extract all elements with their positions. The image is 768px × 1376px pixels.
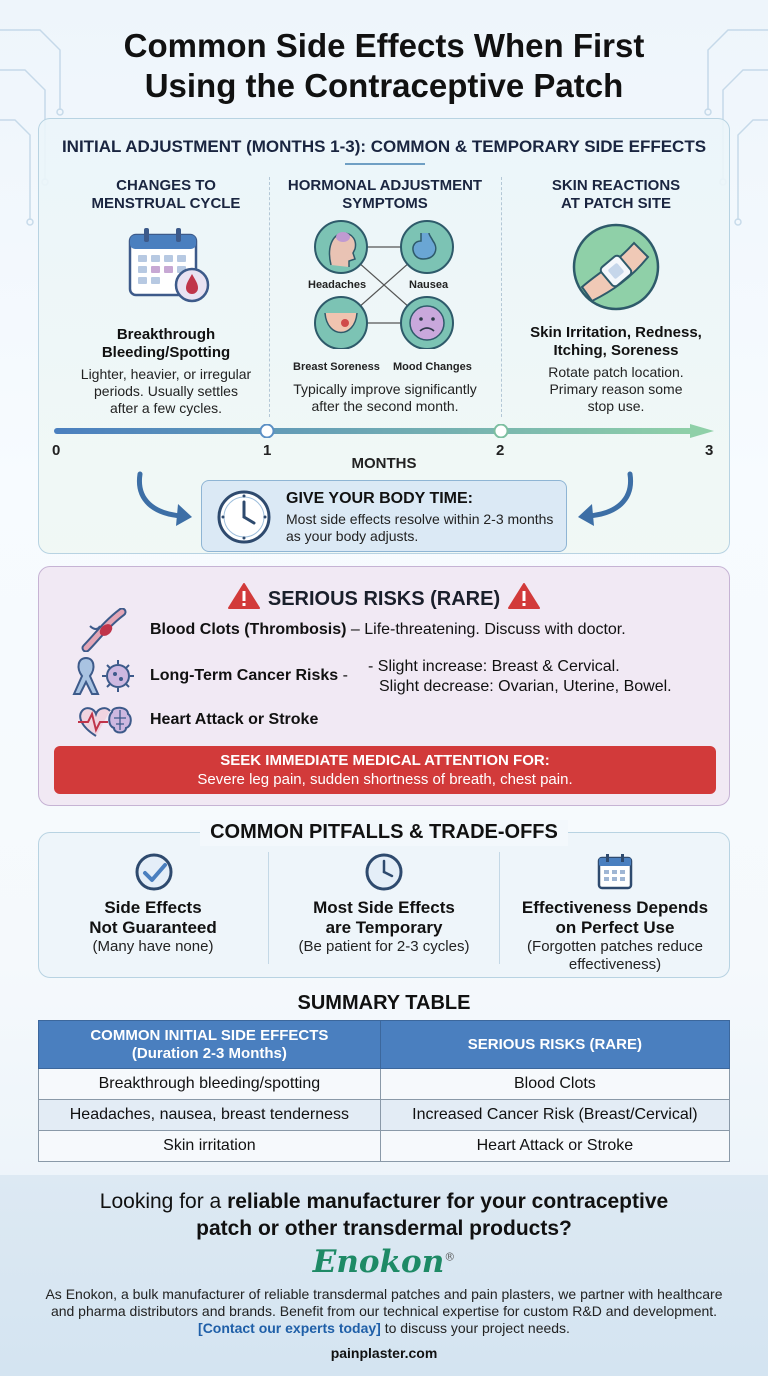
curved-arrow-icon [130,470,200,530]
callout-title: GIVE YOUR BODY TIME: [286,490,473,507]
timeline-tick: 1 [263,442,272,459]
nausea-stomach-icon [401,221,453,273]
website-domain[interactable]: painplaster.com [330,1345,438,1361]
clock-icon [364,852,404,892]
timeline-tick: 2 [496,442,505,459]
column-description: Rotate patch location. Primary reason some stop use. [548,364,684,414]
risk-item-cancer: Long-Term Cancer Risks - [150,667,348,684]
months-timeline [54,424,714,438]
table-cell: Blood Clots [380,1069,729,1100]
table-row [39,1131,730,1162]
skin-reactions-column [503,177,729,415]
pitfall-item [38,898,268,956]
mood-changes-label: Mood Changes [393,361,472,373]
give-body-time-callout [201,480,567,552]
pitfall-note: (Be patient for 2-3 cycles) [298,938,470,955]
brand-logo: Enokon® [312,1244,456,1280]
clock-icon [216,489,272,545]
patch-on-arm-icon [568,221,664,311]
heart-brain-icon [76,702,134,742]
headache-icon [315,221,367,273]
headaches-label: Headaches [308,279,367,291]
pitfall-title: Most Side Effects are Temporary [313,898,455,937]
table-cell: Skin irritation [39,1131,381,1162]
pitfall-note: (Many have none) [92,938,214,955]
column-heading: CHANGES TO MENSTRUAL CYCLE [91,177,241,212]
column-description: Lighter, heavier, or irregular periods. Usually settles after a few cycles. [80,366,252,416]
initial-adjustment-heading: INITIAL ADJUSTMENT (MONTHS 1-3): COMMON & TEMPORARY SIDE EFFECTS [61,137,707,156]
nausea-label: Nausea [409,279,449,291]
column-highlight: Breakthrough Bleeding/Spotting [101,326,231,361]
alert-title: SEEK IMMEDIATE MEDICAL ATTENTION FOR: [220,752,550,769]
risk-item-heart-attack-stroke: Heart Attack or Stroke [150,711,319,728]
blood-vessel-clot-icon [80,608,128,652]
alert-text: Severe leg pain, sudden shortness of breath, chest pain. [197,771,573,788]
summary-table [38,1020,730,1162]
seek-medical-attention-banner [54,746,716,794]
table-cell: Heart Attack or Stroke [380,1131,729,1162]
column-description: Typically improve significantly after the second month. [293,381,477,414]
table-cell: Breakthrough bleeding/spotting [39,1069,381,1100]
page-title: Common Side Effects When First Using the Contraceptive Patch [123,27,645,104]
pitfall-title: Side Effects Not Guaranteed [89,898,217,937]
check-circle-icon [134,852,174,892]
timeline-axis-label: MONTHS [351,455,417,472]
column-heading: SKIN REACTIONS AT PATCH SITE [551,177,681,212]
breast-soreness-icon [315,297,367,349]
column-divider [269,177,270,417]
pitfall-note: (Forgotten patches reduce effectiveness) [527,938,703,973]
table-cell: Headaches, nausea, breast tenderness [39,1100,381,1131]
cancer-ribbon-cell-icon [68,654,134,698]
column-divider [501,177,502,417]
hormonal-symptoms-column [272,177,498,213]
footer-call-to-action: Looking for a reliable manufacturer for your contraceptive patch or other transdermal products? [99,1190,669,1240]
mood-changes-icon [401,297,453,349]
warning-icon [228,582,260,610]
table-row [39,1069,730,1100]
summary-table-title: SUMMARY TABLE [297,992,471,1014]
breast-soreness-label: Breast Soreness [293,361,380,373]
table-row [39,1100,730,1131]
pitfall-title: Effectiveness Depends on Perfect Use [521,898,709,937]
table-header: COMMON INITIAL SIDE EFFECTS (Duration 2-3 Months) [39,1021,381,1069]
calendar-blood-drop-icon [118,223,214,313]
heading-underline [345,163,425,165]
curved-arrow-icon [570,470,640,530]
pitfall-item [269,898,499,956]
risk-item-cancer-detail: - Slight increase: Breast & Cervical. Slight decrease: Ovarian, Uterine, Bowel. [368,658,672,695]
column-heading: HORMONAL ADJUSTMENT SYMPTOMS [287,177,483,212]
table-header: SERIOUS RISKS (RARE) [380,1021,729,1069]
company-description: As Enokon, a bulk manufacturer of reliable transdermal patches and pain plasters, we partner with healthcare and pharma distributors and brands. Benefit from our technical expertise for custom R&D and development. [Contact our experts today] to discuss your project needs. [45,1286,723,1336]
menstrual-cycle-column [53,177,279,417]
calendar-icon [595,852,635,892]
pitfalls-heading: COMMON PITFALLS & TRADE-OFFS [210,821,558,843]
callout-text: Most side effects resolve within 2-3 months as your body adjusts. [286,511,554,544]
serious-risks-heading: SERIOUS RISKS (RARE) [0,582,768,611]
pitfall-item [500,898,730,974]
contact-experts-link[interactable]: [Contact our experts today] [198,1320,381,1336]
timeline-tick: 0 [52,442,61,459]
timeline-tick: 3 [705,442,714,459]
column-highlight: Skin Irritation, Redness, Itching, Soreness [530,324,702,359]
risk-item-blood-clots: Blood Clots (Thrombosis) – Life-threatening. Discuss with doctor. [150,621,626,638]
warning-icon [508,582,540,610]
table-cell: Increased Cancer Risk (Breast/Cervical) [380,1100,729,1131]
